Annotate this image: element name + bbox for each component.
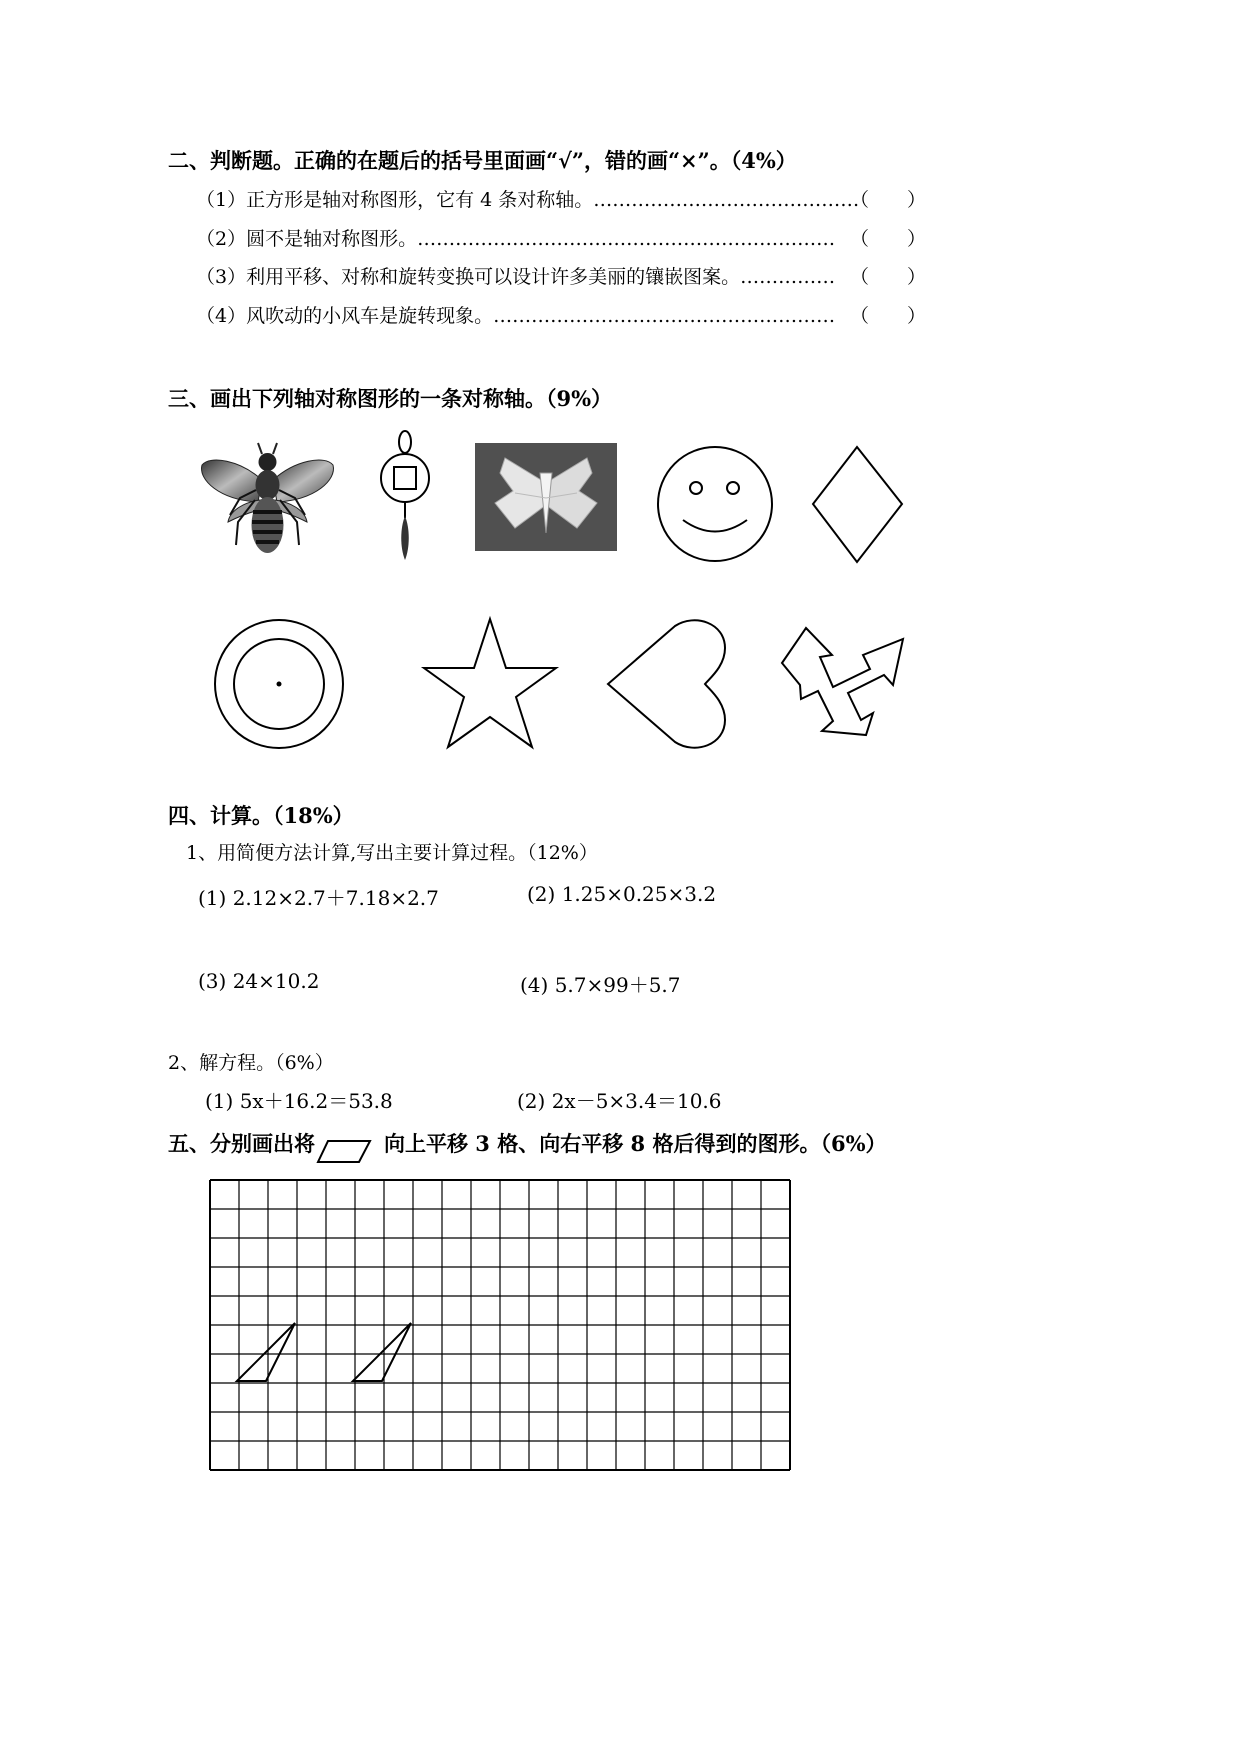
answer-bracket-2[interactable]: （ ） <box>850 228 927 250</box>
calc-problem-2: (2) 1.25×0.25×3.2 <box>527 882 717 906</box>
concentric-circles-icon[interactable] <box>212 617 346 751</box>
section2-heading: 二、判断题。正确的在题后的括号里面画“√”，错的画“×”。（4%） <box>168 148 797 173</box>
translation-grid[interactable] <box>208 1178 792 1472</box>
calc-problem-3: (3) 24×10.2 <box>198 969 320 993</box>
judge-item-1: （1）正方形是轴对称图形，它有 4 条对称轴。…………………………………… <box>196 189 860 211</box>
judge-item-4: （4）风吹动的小风车是旋转现象。……………………………………………… <box>196 305 836 327</box>
section5-heading-end: 向上平移 3 格、向右平移 8 格后得到的图形。（6%） <box>384 1131 887 1156</box>
parallelogram-icon <box>316 1140 372 1164</box>
star-icon[interactable] <box>420 615 560 753</box>
original-parallelogram <box>237 1323 295 1381</box>
rhombus-icon[interactable] <box>810 445 905 565</box>
calc-part1-title: 1、用简便方法计算,写出主要计算过程。（12%） <box>186 842 598 864</box>
calc-problem-1: (1) 2.12×2.7＋7.18×2.7 <box>198 886 439 910</box>
double-arrow-icon[interactable] <box>778 625 908 740</box>
heart-icon[interactable] <box>605 618 730 750</box>
answer-bracket-3[interactable]: （ ） <box>850 266 927 288</box>
equation-1: (1) 5x＋16.2＝53.8 <box>205 1089 393 1113</box>
pendant-icon[interactable] <box>377 428 437 563</box>
butterfly-photo[interactable] <box>475 443 617 551</box>
second-parallelogram <box>353 1323 411 1381</box>
calc-part2-title: 2、解方程。（6%） <box>168 1052 334 1074</box>
answer-bracket-4[interactable]: （ ） <box>850 305 927 327</box>
judge-item-2: （2）圆不是轴对称图形。………………………………………………………… <box>196 228 836 250</box>
bee-icon[interactable] <box>200 440 335 560</box>
section5-heading-start: 五、分别画出将 <box>168 1131 315 1156</box>
judge-item-3: （3）利用平移、对称和旋转变换可以设计许多美丽的镶嵌图案。…………… <box>196 266 836 288</box>
answer-bracket-1[interactable]: （ ） <box>850 189 927 211</box>
section4-heading: 四、计算。（18%） <box>168 803 354 828</box>
calc-problem-4: (4) 5.7×99＋5.7 <box>520 973 681 997</box>
equation-2: (2) 2x－5×3.4＝10.6 <box>517 1089 722 1113</box>
section3-heading: 三、画出下列轴对称图形的一条对称轴。（9%） <box>168 386 613 411</box>
smiley-face-icon[interactable] <box>655 445 775 563</box>
